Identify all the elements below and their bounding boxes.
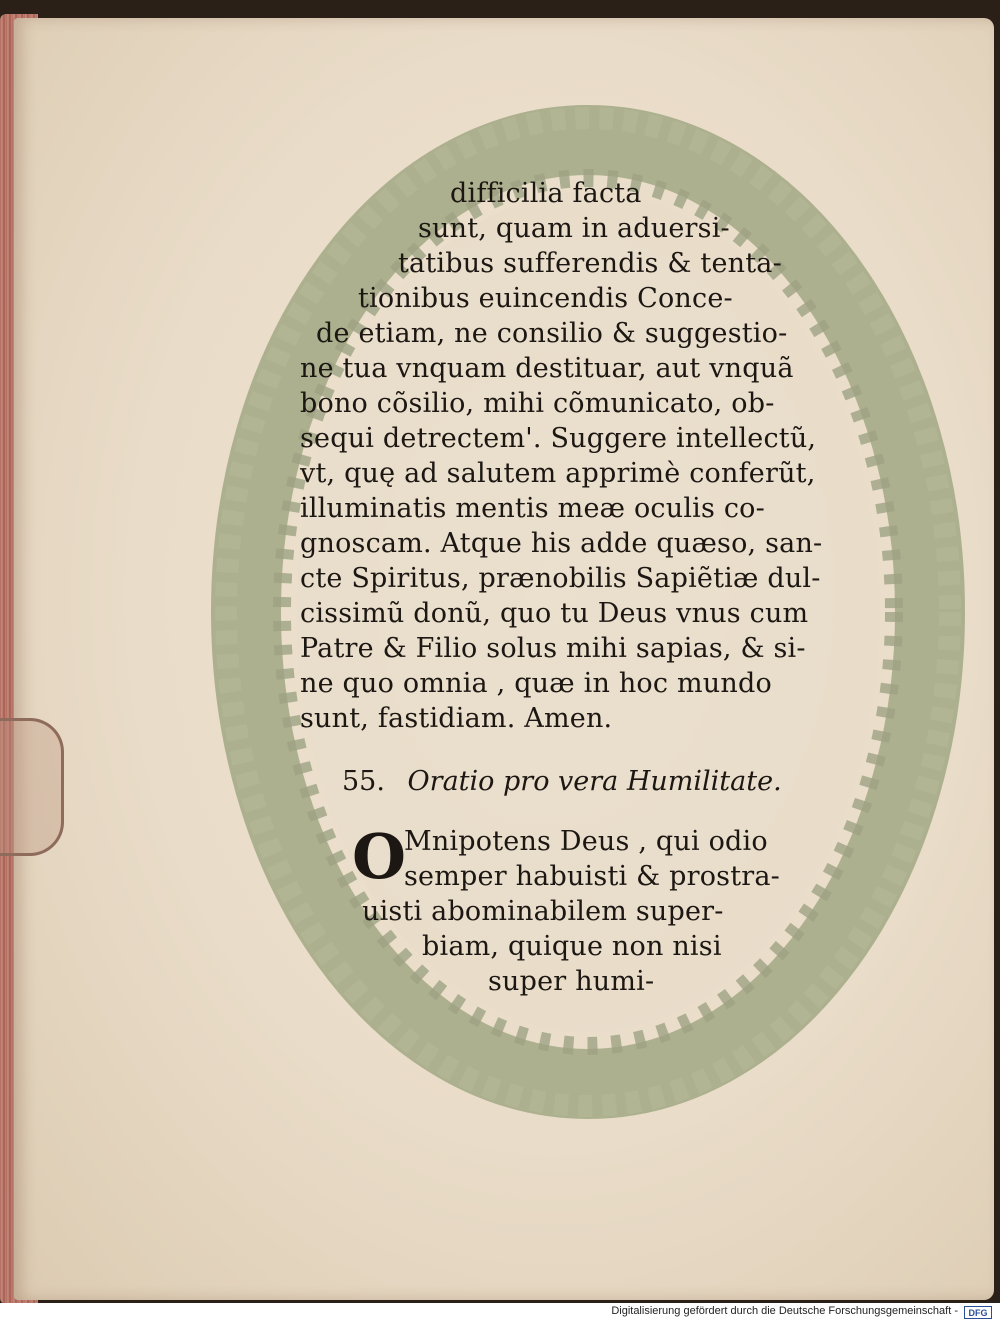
text-line-11: gnoscam. Atque his adde quæso, san- (300, 528, 823, 559)
prayer-line-5: super humi- (488, 966, 655, 997)
text-line-13: cissimũ donũ, quo tu Deus vnus cum (300, 598, 809, 629)
text-line-15: ne quo omnia , quæ in hoc mundo (300, 668, 772, 699)
text-line-7: bono cõsilio, mihi cõmunicato, ob- (300, 388, 775, 419)
text-line-16: sunt, fastidiam. Amen. (300, 703, 613, 734)
text-line-6: ne tua vnquam destituar, aut vnquã (300, 353, 794, 384)
text-line-5: de etiam, ne consilio & suggestio- (316, 318, 788, 349)
text-line-14: Patre & Filio solus mihi sapias, & si- (300, 633, 806, 664)
dfg-logo[interactable]: DFG (964, 1306, 992, 1319)
prayer-title: Oratio pro vera Humilitate. (407, 766, 782, 797)
prayer-heading (342, 762, 890, 802)
text-line-12: cte Spiritus, prænobilis Sapiẽtiæ dul- (300, 563, 821, 594)
text-line-4: tionibus euincendis Conce- (358, 283, 733, 314)
text-line-1: difficilia facta (450, 178, 642, 209)
text-line-8: sequi detrectem'. Suggere intellectũ, (300, 423, 817, 454)
text-line-9: vt, quę ad salutem apprimè conferũt, (300, 458, 816, 489)
prayer-line-4: biam, quique non nisi (422, 931, 722, 962)
drop-cap-initial: O (352, 820, 407, 893)
text-line-10: illuminatis mentis meæ oculis co- (300, 493, 765, 524)
text-line-3: tatibus sufferendis & tenta- (398, 248, 782, 279)
text-line-2: sunt, quam in aduersi- (418, 213, 730, 244)
page-text (290, 176, 890, 999)
funding-credit: Digitalisierung gefördert durch die Deutsche Forschungsgemeinschaft - (611, 1305, 958, 1317)
footer-bar (0, 1303, 1000, 1323)
prayer-line-2: semper habuisti & prostra- (404, 861, 781, 892)
prayer-body (352, 820, 890, 999)
prayer-line-1: Mnipotens Deus , qui odio (404, 826, 768, 857)
prayer-line-3: uisti abominabilem super- (362, 896, 724, 927)
prayer-number: 55. (342, 766, 385, 797)
